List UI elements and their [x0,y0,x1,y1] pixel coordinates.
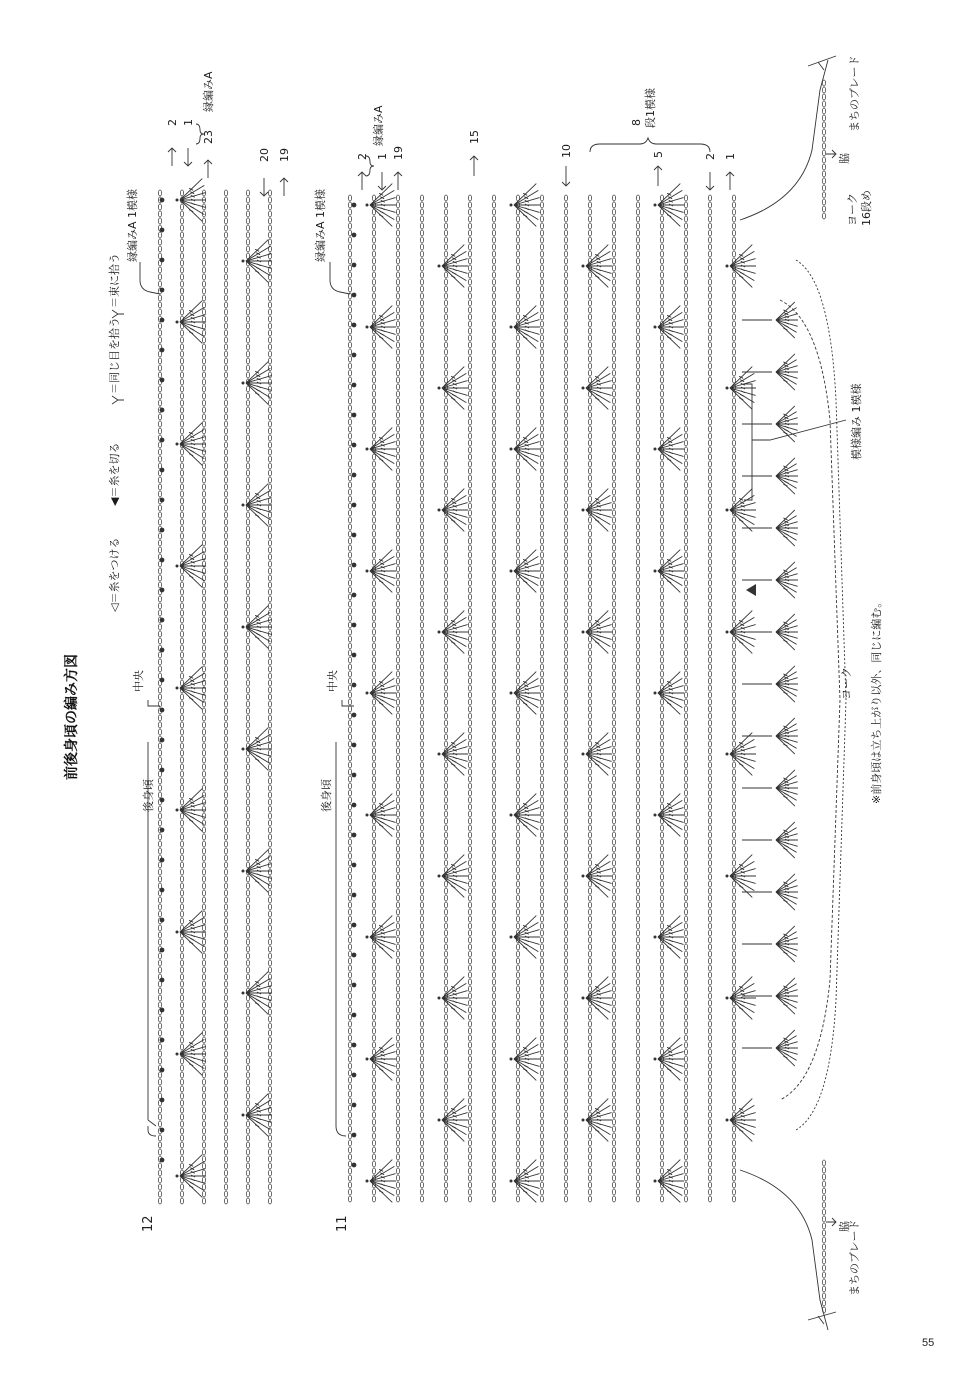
page-number: 55 [922,1337,935,1349]
diagram-11-number: 11 [335,1215,350,1232]
row-label-12-20: 20 [258,148,271,162]
side-label-top: 脇 [838,153,851,164]
yoke-rows-label: 16段め [860,190,873,226]
diagram-12-labels [125,71,291,1232]
legend-attach: ◁＝糸をつける [108,537,121,612]
same-stitch-icon [112,396,124,404]
row-label-11-5: 5 [652,151,665,158]
rep-label: 段1模様 [644,88,657,128]
back-body-label-11: 後身頃 [320,779,333,812]
braid-label-bottom: まちのブレード [848,1219,861,1296]
legend [107,253,124,612]
yoke-label: ヨーク [840,667,853,700]
center-label-12: 中央 [132,670,145,692]
row-label-12-1: 1 [182,119,195,126]
pattern-repeat-label: 模様編み 1模様 [850,383,863,460]
yoke-chart [740,56,846,1330]
row-label-11-2b: 2 [704,153,717,160]
border-a-repeat-12: 縁編みA 1模様 [126,188,139,262]
braid-label-top: まちのブレード [848,55,861,132]
border-a-label-11: 縁編みA [372,105,385,146]
bundle-icon [112,310,124,318]
side-label-bottom: 脇 [838,1221,851,1232]
row-label-11-2: 2 [356,153,369,160]
row-label-12-23: 23 [202,130,215,144]
rep-number: 8 [630,119,643,126]
stitch-grid-11 [348,184,756,1203]
row-label-11-10: 10 [560,144,573,158]
center-label-11: 中央 [326,670,339,692]
legend-bundle: ＝束に拾う [108,253,121,308]
legend-same-stitch: ＝同じ目を拾う [108,317,121,394]
row-label-12-2: 2 [166,119,179,126]
diagram-12-number: 12 [141,1215,156,1232]
legend-cut: ◀＝糸を切る [108,442,121,506]
note-text: ※前身頃は立ち上がり以外、同じに編む。 [870,596,883,804]
yoke-label-top: ヨーク [846,193,859,226]
row-label-11-1b: 1 [724,153,737,160]
row-label-11-19: 19 [392,146,405,160]
row-label-12-19: 19 [278,148,291,162]
row-label-11-15: 15 [468,130,481,144]
stitch-grid-12 [158,179,272,1204]
border-a-label-12: 縁編みA [202,71,215,112]
page-title: 前後身頃の編み方図 [64,654,80,780]
border-a-repeat-11: 縁編みA 1模様 [314,188,327,262]
row-label-11-1: 1 [376,153,389,160]
back-body-label-12: 後身頃 [142,779,155,812]
